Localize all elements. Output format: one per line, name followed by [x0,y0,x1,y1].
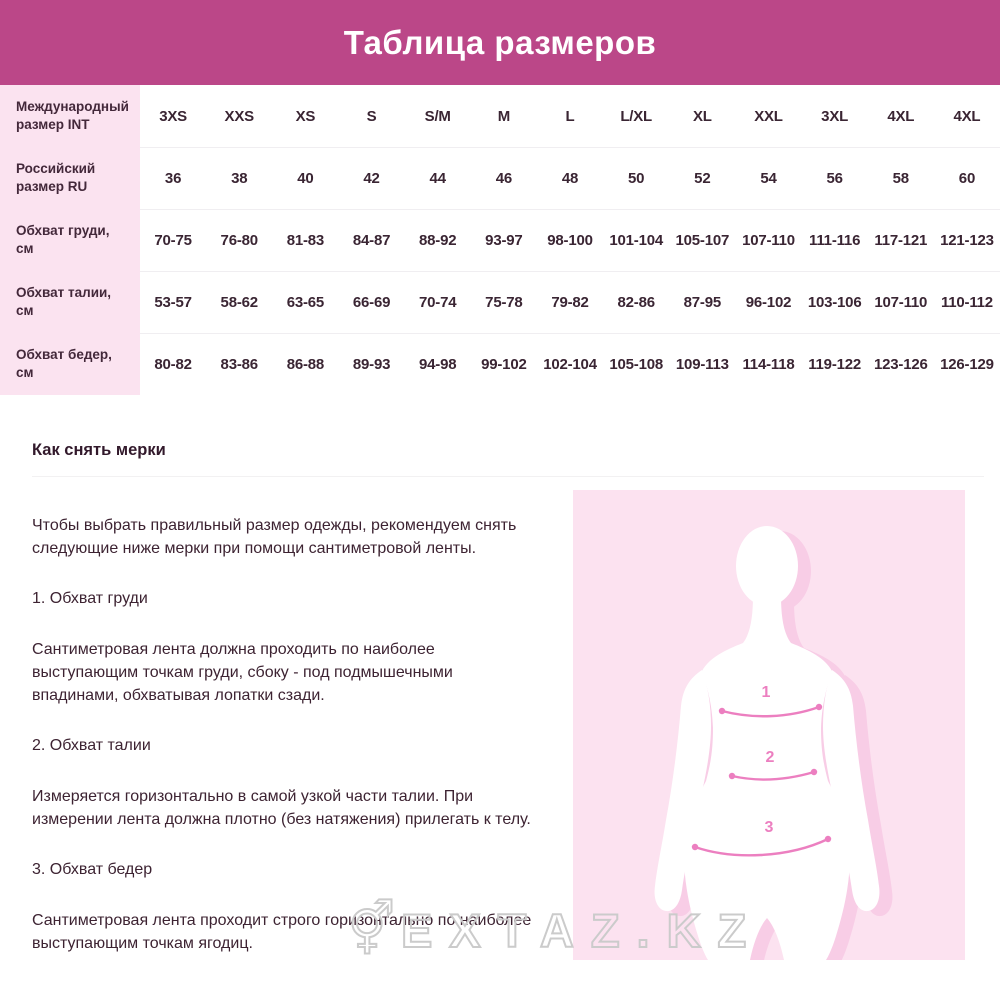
size-cell: 114-118 [735,333,801,395]
step-text-chest: Сантиметровая лента должна проходить по наиболее выступающим точкам груди, сбоку - под подмышечными впадинами, обхватывая лопатки сзади. [32,641,453,704]
size-cell: 76-80 [206,209,272,271]
size-cell: 75-78 [471,271,537,333]
size-cell: 50 [603,147,669,209]
size-cell: 60 [934,147,1000,209]
size-cell: 110-112 [934,271,1000,333]
row-label-waist: Обхват талии, см [0,271,140,333]
size-cell: 111-116 [802,209,868,271]
body-measurement-illustration [573,490,965,960]
page-header [0,0,1000,85]
size-cell: 89-93 [338,333,404,395]
step-title-waist: 2. Обхват талии [32,737,151,755]
size-cell: 87-95 [669,271,735,333]
size-cell: 81-83 [272,209,338,271]
size-cell: 121-123 [934,209,1000,271]
size-cell: 46 [471,147,537,209]
size-cell: 70-74 [405,271,471,333]
table-row [0,271,1000,333]
size-cell: 84-87 [338,209,404,271]
measurement-figure-panel [573,490,965,960]
table-row [0,85,1000,147]
size-cell: 53-57 [140,271,206,333]
silhouette-head [736,526,798,606]
row-label-ru: Российский размер RU [0,147,140,209]
size-cell: 79-82 [537,271,603,333]
size-cell: 40 [272,147,338,209]
size-cell: 52 [669,147,735,209]
size-cell: L [565,107,575,125]
size-cell: 107-110 [868,271,934,333]
row-cells-hips [140,333,1000,395]
size-cell: 3XL [821,107,849,125]
size-cell: 82-86 [603,271,669,333]
how-to-heading: Как снять мерки [32,441,166,459]
size-cell: 93-97 [471,209,537,271]
size-cell: 107-110 [735,209,801,271]
size-cell: 119-122 [802,333,868,395]
size-cell: XXS [224,107,254,125]
step-title-chest: 1. Обхват груди [32,590,148,608]
table-row [0,147,1000,209]
table-row [0,209,1000,271]
size-cell: 54 [735,147,801,209]
size-cell: 96-102 [735,271,801,333]
row-cells-ru [140,147,1000,209]
size-cell: 56 [802,147,868,209]
size-cell: 70-75 [140,209,206,271]
size-cell: 94-98 [405,333,471,395]
section-divider [32,476,984,477]
row-cells-int [140,85,1000,147]
size-cell: 98-100 [537,209,603,271]
row-label-chest: Обхват груди, см [0,209,140,271]
size-cell: 4XL [887,107,915,125]
measure-label-2: 2 [765,749,775,766]
step-text-waist: Измеряется горизонтально в самой узкой части талии. При измерении лента должна плотно (без натяжения) прилегать к телу. [32,788,531,828]
size-cell: 88-92 [405,209,471,271]
size-cell: 48 [537,147,603,209]
row-label-int: Международный размер INT [0,85,140,147]
size-cell: 3XS [159,107,187,125]
size-cell: XL [692,107,712,125]
step-title-hips: 3. Обхват бедер [32,861,153,879]
size-cell: S/M [424,107,451,125]
size-cell: 103-106 [802,271,868,333]
size-cell: 101-104 [603,209,669,271]
page-title: Таблица размеров [343,23,657,61]
size-cell: 80-82 [140,333,206,395]
size-cell: 36 [140,147,206,209]
row-label-hips: Обхват бедер, см [0,333,140,395]
size-cell: 83-86 [206,333,272,395]
measure-label-1: 1 [761,684,771,701]
size-cell: 109-113 [669,333,735,395]
gender-logo-icon: ⚥ [348,900,395,960]
size-cell: 105-107 [669,209,735,271]
row-cells-chest [140,209,1000,271]
size-cell: 102-104 [537,333,603,395]
size-cell: 58 [868,147,934,209]
step-text-hips: Сантиметровая лента проходит строго горизонтально по наиболее выступающим точкам ягодиц. [32,912,532,952]
size-cell: XS [295,107,316,125]
size-cell: 123-126 [868,333,934,395]
size-table [0,85,1000,395]
size-cell: 58-62 [206,271,272,333]
size-cell: 105-108 [603,333,669,395]
size-cell: 42 [338,147,404,209]
row-cells-waist [140,271,1000,333]
size-cell: XXL [754,107,783,125]
size-cell: S [366,107,377,125]
how-to-intro: Чтобы выбрать правильный размер одежды, рекомендуем снять следующие ниже мерки при помощи сантиметровой ленты. [32,517,517,557]
size-cell: M [497,107,510,125]
size-cell: 38 [206,147,272,209]
size-cell: 86-88 [272,333,338,395]
size-cell: 126-129 [934,333,1000,395]
size-cell: 4XL [953,107,981,125]
size-cell: 63-65 [272,271,338,333]
size-cell: 44 [405,147,471,209]
how-to-text-column [32,515,532,956]
measure-label-3: 3 [764,819,774,836]
size-cell: 99-102 [471,333,537,395]
size-cell: L/XL [620,107,653,125]
table-row [0,333,1000,395]
size-cell: 117-121 [868,209,934,271]
size-cell: 66-69 [338,271,404,333]
